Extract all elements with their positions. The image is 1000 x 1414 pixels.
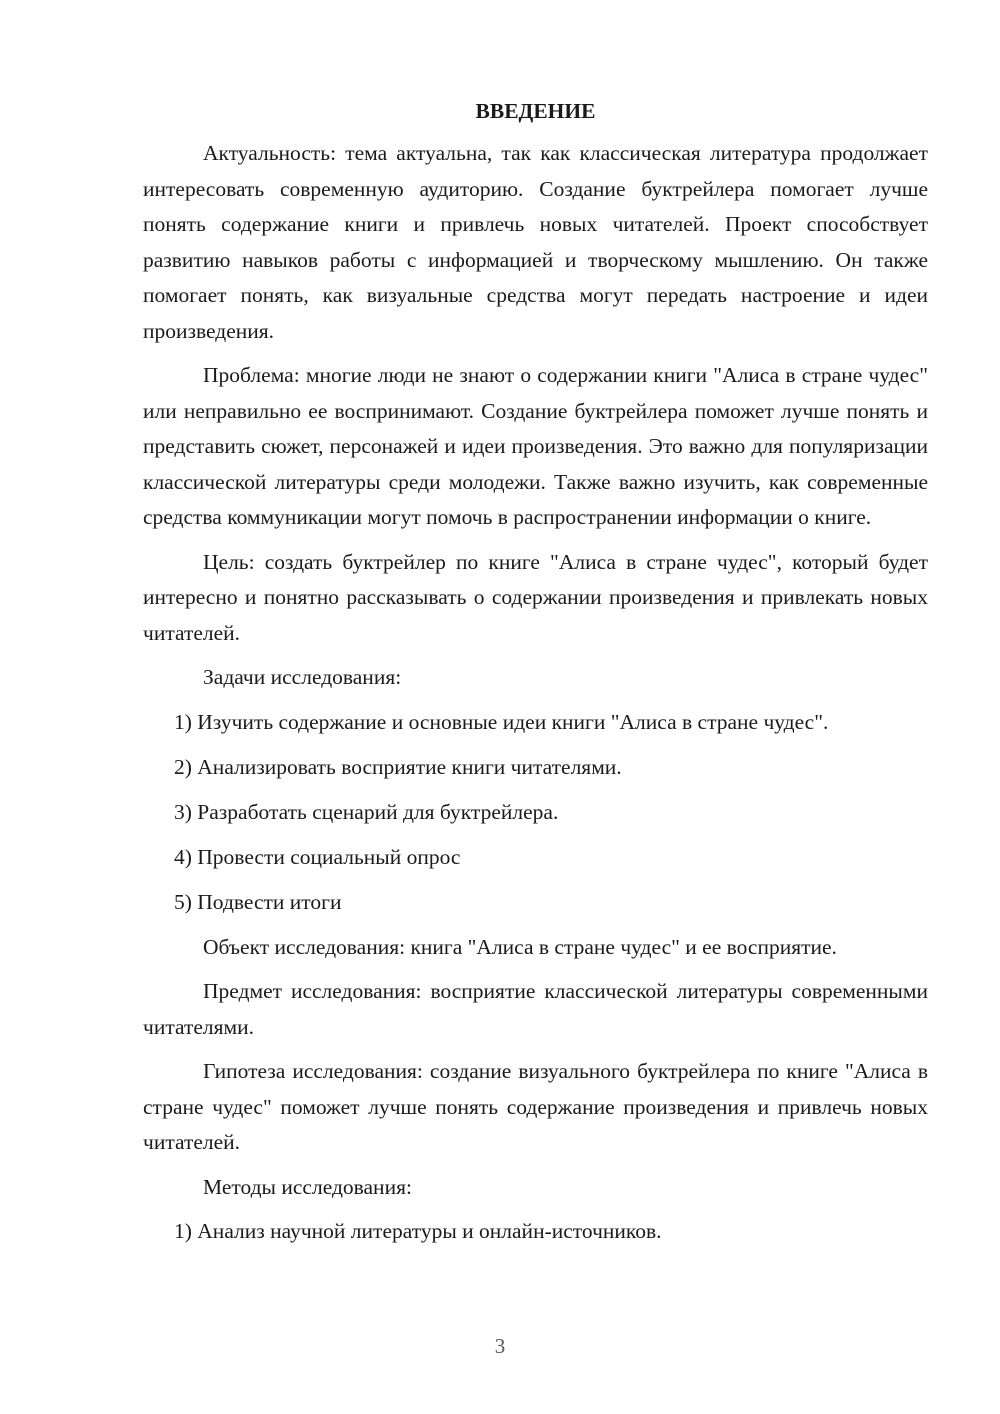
task-item: 4) Провести социальный опрос [174,844,461,869]
relevance-paragraph: Актуальность: тема актуальна, так как классическая литература продолжает интересовать современную аудиторию. Создание буктрейлера помогает лучше понять содержание книги и привлечь новых читателей. Проект способствует развитию навыков работы с информацией и творческому мышлению. Он также помогает понять, как визуальные средства могут передать настроение и идеи произведения. [143,141,928,343]
page-number: 3 [494,1334,506,1358]
document-page [143,96,928,1259]
subject-paragraph: Предмет исследования: восприятие классической литературы современными читателями. [143,979,928,1039]
hypothesis-paragraph: Гипотеза исследования: создание визуального буктрейлера по книге "Алиса в стране чудес" поможет лучше понять содержание произведения и привлечь новых читателей. [143,1059,928,1154]
methods-heading: Методы исследования: [203,1174,412,1199]
problem-paragraph: Проблема: многие люди не знают о содержании книги "Алиса в стране чудес" или неправильно ее воспринимают. Создание буктрейлера поможет лучше понять и представить сюжет, персонажей и идеи произведения. Это важно для популяризации классической литературы среди молодежи. Также важно изучить, как современные средства коммуникации могут помочь в распространении информации о книге. [143,363,928,529]
task-item: 1) Изучить содержание и основные идеи книги "Алиса в стране чудес". [174,709,829,734]
goal-paragraph: Цель: создать буктрейлер по книге "Алиса в стране чудес", который будет интересно и понятно рассказывать о содержании произведения и привлекать новых читателей. [143,549,928,645]
task-item: 2) Анализировать восприятие книги читателями. [174,754,622,779]
task-item: 3) Разработать сценарий для буктрейлера. [174,799,559,824]
task-item: 5) Подвести итоги [174,889,342,914]
tasks-heading: Задачи исследования: [203,665,402,689]
section-title: ВВЕДЕНИЕ [475,99,596,123]
method-item: 1) Анализ научной литературы и онлайн-источников. [174,1219,662,1243]
object-paragraph: Объект исследования: книга "Алиса в стране чудес" и ее восприятие. [203,934,837,959]
